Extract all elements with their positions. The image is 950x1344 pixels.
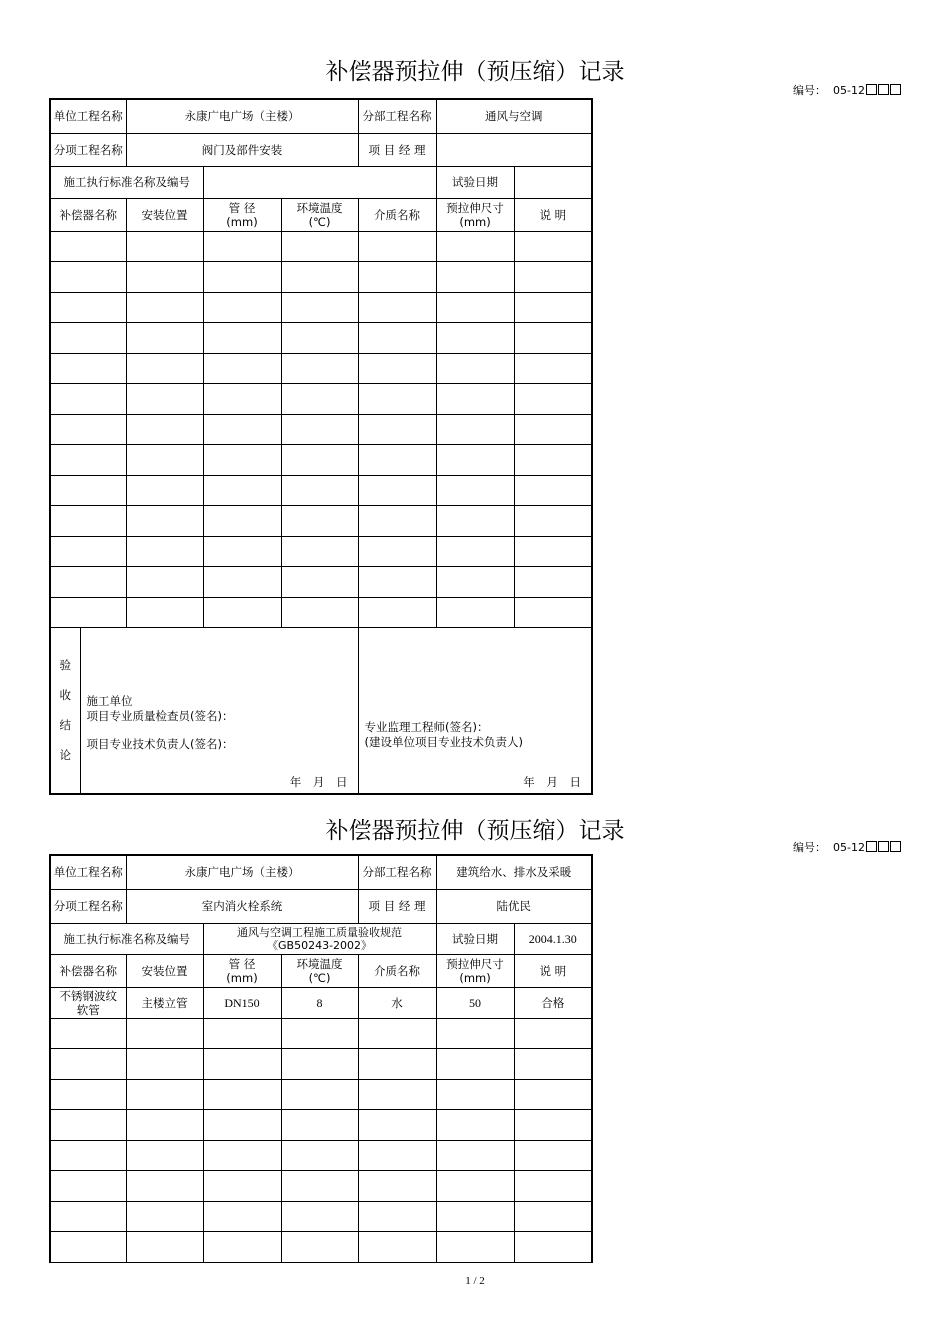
cell: [50, 566, 126, 597]
test-date-label: 试验日期: [436, 923, 514, 954]
cell: [203, 231, 281, 261]
cell: [50, 1140, 126, 1170]
cell: [436, 231, 514, 261]
acceptance-char: 论: [59, 748, 71, 763]
cell: [126, 475, 203, 505]
table-row: [50, 444, 592, 475]
cell: [126, 1018, 203, 1048]
cell: [203, 444, 281, 475]
table-row: [50, 1018, 592, 1048]
form2-code: [793, 839, 901, 855]
cell: [358, 383, 436, 414]
supervisor-sign-cell: [358, 627, 592, 794]
row-name-line2: 软管: [76, 1002, 100, 1017]
cell: [358, 444, 436, 475]
cell: [514, 1201, 592, 1231]
cell: [126, 1201, 203, 1231]
table-row: [50, 322, 592, 353]
cell: [514, 292, 592, 322]
header-temp-unit: (℃): [308, 214, 331, 229]
cell: [514, 597, 592, 627]
cell: [50, 1231, 126, 1262]
cell: [436, 536, 514, 566]
cell: [436, 1079, 514, 1109]
cell: [436, 292, 514, 322]
cell: [436, 383, 514, 414]
cell: [50, 292, 126, 322]
test-date-value: [514, 166, 592, 198]
cell: [358, 475, 436, 505]
form2-table: [49, 854, 593, 1263]
cell: [281, 322, 358, 353]
cell: [514, 231, 592, 261]
cell: [436, 597, 514, 627]
cell: [358, 353, 436, 383]
cell: [50, 414, 126, 444]
header-temperature: [281, 198, 358, 231]
cell: [203, 353, 281, 383]
cell: [203, 505, 281, 536]
cell: [203, 1109, 281, 1140]
standard-label: 施工执行标准名称及编号: [50, 166, 203, 198]
cell: [436, 505, 514, 536]
cell: [358, 1079, 436, 1109]
cell: [281, 353, 358, 383]
cell: [50, 322, 126, 353]
code-label: 编号：: [793, 841, 826, 854]
cell: [126, 1231, 203, 1262]
cell: [203, 566, 281, 597]
cell: [436, 444, 514, 475]
cell: [126, 1048, 203, 1079]
table-row: [50, 1109, 592, 1140]
table-row: [50, 383, 592, 414]
code-box: [878, 84, 889, 95]
cell: [126, 536, 203, 566]
cell: [203, 292, 281, 322]
table-row: [50, 566, 592, 597]
cell: [514, 353, 592, 383]
cell: [436, 1140, 514, 1170]
cell: [436, 261, 514, 292]
cell: [358, 1109, 436, 1140]
cell: [436, 1048, 514, 1079]
cell: [203, 1018, 281, 1048]
cell: [203, 1201, 281, 1231]
cell: [514, 1170, 592, 1201]
cell: [514, 261, 592, 292]
cell: [50, 1048, 126, 1079]
cell: [281, 1079, 358, 1109]
header-stretch-unit: (mm): [459, 970, 491, 985]
cell: [50, 1018, 126, 1048]
cell: [514, 1048, 592, 1079]
cell: [281, 475, 358, 505]
table-row: [50, 1140, 592, 1170]
cell: [514, 414, 592, 444]
supervisor-signature: 专业监理工程师(签名)：: [364, 719, 489, 734]
sub-dept-value: 通风与空调: [436, 99, 592, 133]
cell: [203, 475, 281, 505]
unit-project-value: 永康广电广场（主楼）: [126, 855, 358, 889]
cell: [358, 231, 436, 261]
cell: [281, 1140, 358, 1170]
cell: [436, 566, 514, 597]
header-diameter: [203, 198, 281, 231]
table-row: [50, 353, 592, 383]
cell: [281, 536, 358, 566]
header-remark: 说 明: [514, 198, 592, 231]
cell: [358, 566, 436, 597]
row-remark: 合格: [514, 987, 592, 1018]
table-row: [50, 597, 592, 627]
cell: [358, 505, 436, 536]
cell: [203, 1170, 281, 1201]
table-row: [50, 261, 592, 292]
table-row: [50, 414, 592, 444]
cell: [126, 231, 203, 261]
standard-code: 《GB50243-2002》: [267, 938, 373, 952]
cell: [436, 1170, 514, 1201]
cell: [436, 1109, 514, 1140]
cell: [281, 231, 358, 261]
cell: [203, 1048, 281, 1079]
cell: [358, 1140, 436, 1170]
cell: [358, 1170, 436, 1201]
form1-table: [49, 98, 593, 795]
header-diameter-unit: (mm): [226, 214, 258, 229]
unit-project-value: 永康广电广场（主楼）: [126, 99, 358, 133]
pm-label: 项 目 经 理: [358, 889, 436, 923]
construction-unit: 施工单位: [86, 693, 133, 708]
header-stretch: [436, 954, 514, 987]
cell: [126, 597, 203, 627]
cell: [358, 292, 436, 322]
cell: [50, 505, 126, 536]
cell: [126, 1170, 203, 1201]
cell: [126, 505, 203, 536]
code-box: [890, 841, 901, 852]
cell: [50, 383, 126, 414]
sub-dept-value: 建筑给水、排水及采暖: [436, 855, 592, 889]
row-stretch: 50: [436, 987, 514, 1018]
cell: [126, 353, 203, 383]
form2-title: 补偿器预拉伸（预压缩）记录: [325, 818, 625, 844]
cell: [358, 261, 436, 292]
test-date-label: 试验日期: [436, 166, 514, 198]
row-diameter: DN150: [203, 987, 281, 1018]
acceptance-char: 结: [59, 718, 71, 733]
header-medium: 介质名称: [358, 954, 436, 987]
cell: [514, 444, 592, 475]
cell: [514, 1231, 592, 1262]
cell: [50, 597, 126, 627]
cell: [203, 536, 281, 566]
cell: [50, 444, 126, 475]
cell: [281, 566, 358, 597]
header-name: 补偿器名称: [50, 198, 126, 231]
tech-lead-signature: 项目专业技术负责人(签名)：: [86, 736, 234, 751]
cell: [126, 444, 203, 475]
date-right: 年 月 日: [523, 775, 582, 789]
row-name: [50, 987, 126, 1018]
cell: [50, 1201, 126, 1231]
form1-data-rows: [50, 231, 592, 627]
row-medium: 水: [358, 987, 436, 1018]
cell: [281, 383, 358, 414]
header-diameter-line1: 管 径: [228, 956, 256, 971]
sub-dept-label: 分部工程名称: [358, 99, 436, 133]
construction-sign-cell: [80, 627, 358, 794]
cell: [514, 536, 592, 566]
acceptance-char: 验: [59, 658, 71, 673]
header-medium: 介质名称: [358, 198, 436, 231]
cell: [50, 261, 126, 292]
header-name: 补偿器名称: [50, 954, 126, 987]
cell: [50, 1109, 126, 1140]
cell: [436, 1201, 514, 1231]
pm-label: 项 目 经 理: [358, 133, 436, 166]
code-box: [866, 841, 877, 852]
cell: [203, 1079, 281, 1109]
header-temperature: [281, 954, 358, 987]
cell: [514, 1140, 592, 1170]
cell: [281, 1048, 358, 1079]
cell: [436, 1018, 514, 1048]
cell: [281, 414, 358, 444]
cell: [514, 1109, 592, 1140]
cell: [281, 1201, 358, 1231]
cell: [281, 1018, 358, 1048]
cell: [281, 505, 358, 536]
header-stretch-line1: 预拉伸尺寸: [446, 200, 504, 215]
cell: [514, 322, 592, 353]
header-diameter: [203, 954, 281, 987]
header-stretch-unit: (mm): [459, 214, 491, 229]
sub-item-label: 分项工程名称: [50, 133, 126, 166]
table-row: [50, 1079, 592, 1109]
cell: [126, 292, 203, 322]
cell: [126, 1140, 203, 1170]
table-row: [50, 292, 592, 322]
cell: [436, 475, 514, 505]
cell: [358, 1231, 436, 1262]
cell: [50, 536, 126, 566]
row-temperature: 8: [281, 987, 358, 1018]
cell: [203, 597, 281, 627]
header-location: 安装位置: [126, 954, 203, 987]
cell: [126, 322, 203, 353]
header-diameter-line1: 管 径: [228, 200, 256, 215]
test-date-value: 2004.1.30: [514, 923, 592, 954]
table-row: [50, 231, 592, 261]
cell: [126, 414, 203, 444]
cell: [514, 566, 592, 597]
unit-project-label: 单位工程名称: [50, 855, 126, 889]
cell: [514, 475, 592, 505]
cell: [436, 353, 514, 383]
form1-title: 补偿器预拉伸（预压缩）记录: [325, 59, 625, 85]
unit-project-label: 单位工程名称: [50, 99, 126, 133]
cell: [203, 322, 281, 353]
cell: [281, 1109, 358, 1140]
table-row: [50, 475, 592, 505]
row-name-line1: 不锈钢波纹: [59, 988, 117, 1003]
cell: [281, 292, 358, 322]
cell: [514, 1018, 592, 1048]
table-row: [50, 536, 592, 566]
cell: [436, 414, 514, 444]
inspector-signature: 项目专业质量检查员(签名)：: [86, 708, 234, 723]
sub-item-label: 分项工程名称: [50, 889, 126, 923]
cell: [514, 1079, 592, 1109]
cell: [281, 1170, 358, 1201]
cell: [358, 597, 436, 627]
standard-name: 通风与空调工程施工质量验收规范: [237, 925, 403, 939]
cell: [358, 322, 436, 353]
cell: [281, 444, 358, 475]
pm-value: [436, 133, 592, 166]
code-box: [866, 84, 877, 95]
code-label: 编号：: [793, 84, 826, 97]
cell: [126, 261, 203, 292]
header-remark: 说 明: [514, 954, 592, 987]
code-value: 05-12: [833, 84, 865, 97]
acceptance-label: [50, 627, 80, 794]
cell: [281, 597, 358, 627]
cell: [126, 1079, 203, 1109]
cell: [126, 383, 203, 414]
cell: [358, 1048, 436, 1079]
header-temp-line1: 环境温度: [296, 200, 343, 215]
cell: [358, 414, 436, 444]
acceptance-row: [50, 627, 592, 794]
table-row: [50, 1201, 592, 1231]
cell: [514, 383, 592, 414]
cell: [358, 1018, 436, 1048]
cell: [436, 322, 514, 353]
page-number: 1 / 2: [465, 1275, 485, 1287]
header-location: 安装位置: [126, 198, 203, 231]
cell: [358, 536, 436, 566]
table-row: [50, 1231, 592, 1262]
cell: [203, 383, 281, 414]
cell: [50, 231, 126, 261]
cell: [514, 505, 592, 536]
cell: [281, 261, 358, 292]
header-diameter-unit: (mm): [226, 970, 258, 985]
standard-value: [203, 923, 436, 954]
header-temp-unit: (℃): [308, 970, 331, 985]
acceptance-char: 收: [59, 688, 71, 703]
code-box: [890, 84, 901, 95]
cell: [50, 1170, 126, 1201]
cell: [281, 1231, 358, 1262]
table-row: [50, 987, 592, 1018]
cell: [203, 414, 281, 444]
cell: [203, 1231, 281, 1262]
owner-tech-lead: (建设单位项目专业技术负责人): [364, 734, 524, 749]
code-box: [878, 841, 889, 852]
code-value: 05-12: [833, 841, 865, 854]
cell: [50, 1079, 126, 1109]
cell: [126, 1109, 203, 1140]
table-row: [50, 1170, 592, 1201]
standard-label: 施工执行标准名称及编号: [50, 923, 203, 954]
standard-value: [203, 166, 436, 198]
cell: [358, 1201, 436, 1231]
table-row: [50, 505, 592, 536]
sub-item-value: 阀门及部件安装: [126, 133, 358, 166]
header-stretch-line1: 预拉伸尺寸: [446, 956, 504, 971]
pm-value: 陆优民: [436, 889, 592, 923]
cell: [203, 1140, 281, 1170]
sub-dept-label: 分部工程名称: [358, 855, 436, 889]
date-left: 年 月 日: [289, 775, 348, 789]
table-row: [50, 1048, 592, 1079]
row-location: 主楼立管: [126, 987, 203, 1018]
sub-item-value: 室内消火栓系统: [126, 889, 358, 923]
cell: [50, 475, 126, 505]
header-stretch: [436, 198, 514, 231]
cell: [50, 353, 126, 383]
cell: [203, 261, 281, 292]
header-temp-line1: 环境温度: [296, 956, 343, 971]
cell: [436, 1231, 514, 1262]
cell: [126, 566, 203, 597]
form1-code: [793, 82, 901, 98]
